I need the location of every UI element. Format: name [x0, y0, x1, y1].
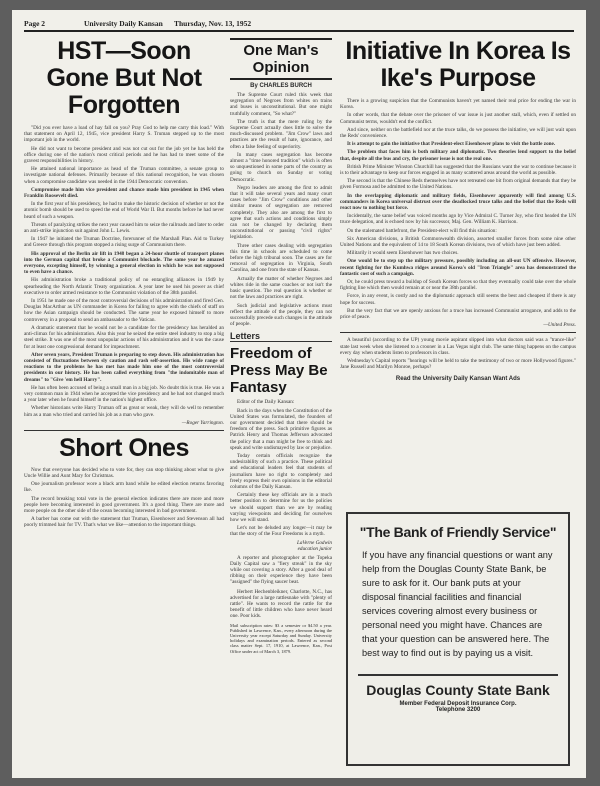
letter-signature: LaVerne Godwin: [296, 539, 332, 546]
hst-paragraph: Whether historians write Harry Truman off as great or weak, they will do well to remember him as a man who tried and carried his job as a man who gave.: [24, 405, 224, 418]
korea-paragraph: Militarily it would seem Eisenhower has two choices.: [347, 250, 459, 257]
short-ones-paragraph: One journalism professor wore a black arm band while he edited election returns favoring Ike.: [24, 481, 224, 494]
freedom-paragraph: Editor of the Daily Kansan:: [237, 399, 295, 406]
short-ones-paragraph: Now that everyone has decided who to vote for, they can stop thinking about what to give Uncle Willie and Aunt Mary for Christmas.: [24, 466, 224, 479]
opinion-column: [230, 38, 332, 654]
korea-article: [340, 98, 576, 320]
hst-paragraph: He has often been accused of being a small man in a big job. No doubt this is true. He was a very common man in 1944 when he accepted the vice presidency and he had not changed much a year later when he found himself in the nation's highest office.: [24, 384, 224, 404]
ad-body: If you have any financial questions or want any help from the Douglas County State Bank, be sure to ask for it. Our bank puts at your disposal financial facilities and financial services covering almost every business or personal need you might have. Chances are that your question can be answered here. The best way to find out is by paying us a visit.: [362, 550, 553, 658]
korea-signature: —United Press.: [543, 322, 576, 329]
short-ones-article: [24, 467, 224, 529]
divider: [24, 430, 224, 431]
korea-paragraph: British Prime Minister Winston Churchill has suggested that the Russians want the war to continue because it is to their advantage to keep our forces engaged in as many scattered areas around the world as possible.: [340, 163, 576, 177]
korea-column: [340, 38, 576, 388]
korea-paragraph: It is attempt to gain the initiative that President-elect Eisenhower plans to visit the battle zone.: [347, 141, 556, 148]
hst-article: [24, 125, 224, 418]
hst-paragraph: In 1947 he initiated the Truman Doctrine, forerunner of the Marshall Plan. Aid to Turkey and Greece through this program stopped a rising surge of Communism there.: [24, 236, 224, 249]
bank-advertisement: [346, 512, 570, 766]
korea-paragraph: One would be to step up the military pressure, possibly including an all-out UN offensive. However, recent fighting for the Kumhwa ridges around Korea's old "Iron Triangle" area has demonstrated the fantastic cost of such a campaign.: [340, 258, 576, 277]
saucer-item: [230, 555, 332, 586]
hst-paragraph: Threats of paralyzing strikes the next year caused him to seize the railroads and later to order an anti-strike injunction suit against John L. Lewis.: [24, 221, 225, 235]
korea-paragraph: On the stalemated battlefront, the President-elect will find this situation:: [347, 227, 497, 234]
opinion-header: [230, 38, 332, 80]
hst-signature: —Roger Yarrington.: [181, 419, 224, 426]
hst-paragraph: After seven years, President Truman is preparing to step down. His administration has consisted of fluctuations between sly caution and rash self-assertion. His wide range of reactions to the problems he has met has made him one of the most controversial presidents in our history. He has been called everything from "the indomitable man of dreams" to "Give 'em hell Harry".: [24, 351, 224, 383]
korea-paragraph: In the overlapping diplomatic and military fields, Eisenhower apparently will find among U.S. commanders in Korea universal distrust over the deadlocked truce talks and the belief that the Reds will react now to nothing but force.: [340, 192, 576, 212]
korea-paragraph: The problem that faces him is both military and diplomatic. Two theories lend support to the belief that, despite all the bus and cry, the prisoner issue is not the real one.: [340, 149, 576, 162]
korea-paragraph: In other words, that the debate over the prisoner of war issue is just another stall, which, even if settled on Communist terms, wouldn't end the conflict.: [340, 112, 576, 125]
freedom-paragraph: Back in the days when the Constitution of the United States was formulated, the founders of our government decided that there should be freedom of the press. Such primitive figures as Patrick Henry and Thomas Jefferson advocated the policy that a man might be free to think and speak and write undismayed by law or prejudice.: [230, 407, 332, 451]
hst-paragraph: He attained national importance as head of the Truman committee, a senate group to investigate national defenses. Primarily because of this national recognition, he was chosen when a compromise candidate was needed in the 1944 Democratic convention.: [24, 166, 224, 185]
freedom-headline: Freedom of Press May Be Fantasy: [230, 345, 328, 397]
rattlesnake-paragraph: Herbert Hechenbleikner, Charlotte, N.C., has advertised for a large rattlesnake with "plenty of rattle". He wants to record the rattle for the benefit of little children who have never heard one. Poor kids.: [230, 588, 332, 620]
bank-name: Douglas County State Bank: [358, 674, 558, 698]
hst-paragraph: He did not want to become president and was not cut out for the job yet he has held the office during one of the nation's most critical periods and he has had to meet some of the gravest responsibilities in history.: [24, 145, 224, 165]
opinion-article: [230, 92, 332, 327]
short-ones-paragraph: A barber has come out with the statement that Truman, Eisenhower and Stevenson all had poorly trimmed hair for TV. That's what we like—attention to the important things.: [24, 516, 224, 529]
opinion-byline: By CHARLES BURCH: [250, 83, 312, 89]
page-number: Page 2: [24, 19, 46, 28]
opinion-headline: One Man's Opinion: [243, 42, 319, 76]
hst-paragraph: "Did you ever have a load of hay fall on you? Pray God to help me carry this load." With that statement on April 12, 1945, vice president Harry S. Truman stepped up to the most important job in the world.: [24, 125, 224, 144]
paper-name: University Daily Kansan: [84, 19, 163, 28]
opinion-paragraph: Such judicial and legislative actions must reflect the attitude of the people, they can not successfully precede such changes in the attitude of people.: [230, 302, 332, 328]
korea-paragraph: There is a growing suspicion that the Communists haven't yet named their real price for ending the war in Korea.: [340, 98, 576, 111]
opinion-paragraph: Actually the matter of whether Negroes and whites ride in the same coaches or not isn't the basic question. The real question is whether or not the laws and practices are right.: [230, 275, 332, 301]
hst-headline: HST—Soon Gone But Not Forgotten: [46, 37, 202, 119]
hst-paragraph: In the first year of his presidency, he had to make the historic decision of whether or not the atomic bomb should be used to speed the end of World War II. But months before he had never heard of such a weapon.: [24, 201, 224, 220]
hst-paragraph: A dramatic statement that he would not be a candidate for the presidency has heralded an anti-climax for his administration. Also this year he seized the entire steel industry to stop a big steel strike. It was one of the most unpopular actions of his administration and it was the cause for at least one congressional demand for impeachment.: [24, 324, 224, 350]
saucer-paragraph: A reporter and photographer at the Topeka Daily Capital saw a "fiery streak" in the sky while out covering a story. After a good deal of ribbing on their experience they have been "assigned" the flying saucer beat.: [230, 554, 332, 586]
bank-member-note: Member Federal Deposit Insurance Corp.: [399, 701, 517, 707]
korea-paragraph: Six American divisions, a British Commonwealth division, assorted smaller forces from some nine other United Nations and the equivalent of 14 to 18 South Korean divisions, two of which have just been added.: [340, 235, 576, 249]
opinion-paragraph: The truth is that the mere ruling by the Supreme Court actually does little to solve the much-discussed problem. "Jim Crow" laws and practices are the result of hate, ignorance, and often a false feeling of superiority.: [230, 118, 332, 150]
freedom-letter: [230, 399, 332, 537]
freedom-paragraph: Today certain officials recognize the undesirability of such a practice. These political and educational leaders feel that students of journalism have no right to completely and freely express their own opinions in the editorial columns of the Daily Kansan.: [230, 452, 332, 490]
editorial-column: [24, 38, 224, 531]
korea-paragraph: Or, he could press toward a buildup of South Korean forces so that they eventually could take over the whole fighting line which then would remain at or near the 38th parallel.: [340, 279, 576, 292]
subscription-fine-print: Mail subscription rates: $3 a semester or $4.50 a year. Published in Lawrence, Kan., every afternoon during the University year except Saturday and Sunday. University holidays and examination periods. Entered as second class matter Sept. 17, 1910, at Lawrence, Kan., Post Office under act of March 3, 1879.: [230, 622, 332, 654]
divider: [340, 332, 576, 333]
opinion-paragraph: In many cases segregation has become almost a "time honored tradition" which is often so unquestioned in some parts of the country as going to church on Sunday or voting Democratic.: [230, 151, 332, 183]
korea-headline: Initiative In Korea Is Ike's Purpose: [345, 37, 571, 92]
bank-telephone: Telephone 3200: [435, 707, 481, 713]
freedom-paragraph: Certainly these key officials are in a much better position to determine for us the policies we should support than we are by reading varying viewpoints and deciding for ourselves how we will stand.: [230, 492, 332, 523]
korea-paragraph: Incidentally, the same belief was voiced months ago by Vice Admiral C. Turner Joy, who first headed the UN truce delegation, and is echoed now by his successor, Maj. Gen. William K. Harrison.: [340, 213, 576, 226]
letters-header: Letters: [230, 331, 332, 342]
opinion-paragraph: Negro leaders are among the first to admit that it will take several years and many court cases before "Jim Crow" conditions and other similar means of segregation are removed completely. They also are among the first to agree that such actions and conditions simply can not be changed by declaring them unconstitutional or passing "civil rights" legislation.: [230, 184, 332, 241]
korea-paragraph: And since, neither on the battlefield nor at the truce talks, do we possess the initiative, we will just wait upon the Reds' convenience.: [340, 126, 576, 140]
masthead: [24, 16, 574, 32]
hst-paragraph: In 1951 he made one of the most controversial decisions of his administration and fired Gen. Douglas MacArthur as UN commander in Korea for failing to agree with the chiefs of staff on how the Asian campaign should be conducted. The same year he exposed himself to more controversy in a proposal to send an ambassador to the Vatican.: [24, 298, 224, 323]
newspaper-page: [12, 10, 586, 778]
korea-item-paragraph: Wednesday's Capital reports "hearings will be held to take the testimony of two or more Hollywood figures." Jane Russell and Marilyn Monroe, perhaps?: [340, 357, 576, 371]
korea-paragraph: But the very fact that we are openly anxious for a truce has increased Communist arrogance, and adds to the price of peace.: [340, 307, 576, 321]
opinion-paragraph: Three other cases dealing with segregation this time in schools are scheduled to come before the high tribunal soon. The cases are for removal of segregation in Virginia, South Carolina, and one from the state of Kansas.: [230, 242, 332, 274]
korea-paragraph: Force, in any event, is costly and so the diplomatic approach still seems the best and cheapest if there is any hope for success.: [340, 293, 576, 306]
short-ones-paragraph: The record breaking total vote in the general election indicates there are more and more people here becoming interested in good government. It's a good thing. There are more and more people on the other side of the ocean becoming interested in bad government.: [24, 495, 224, 514]
korea-item-paragraph: A beautiful (according to the UP) young movie aspirant slipped into what doctors said was a "trance-like" state last week when she listened to a crooner in a Las Vegas night club. The same thing happens on the campus every day when students listen to professors in class.: [340, 337, 576, 356]
hst-paragraph: Compromise made him vice president and chance made him president in 1945 when Franklin Roosevelt died.: [24, 186, 224, 200]
ad-title: "The Bank of Friendly Service": [359, 524, 557, 540]
issue-date: Thursday, Nov. 13, 1952: [174, 19, 252, 28]
freedom-paragraph: Let's not be deluded any longer—it may be that the story of the Four Freedoms is a myth.: [230, 525, 332, 538]
korea-paragraph: The second is that the Chinese Reds themselves have not retreated one bit from original demands that they be given Formosa and be admitted to the United Nations.: [340, 178, 576, 191]
hst-paragraph: His administration broke a traditional policy of no entangling alliances in 1949 by spearheading the North Atlantic Treaty organization. A year later he used his power as chief executive to order armed resistance to the Communist violation of the 38th parallel.: [24, 277, 224, 296]
short-ones-headline: Short Ones: [59, 433, 189, 462]
korea-short-items: [340, 337, 576, 370]
letter-signature-note: education junior: [297, 545, 332, 552]
rattlesnake-item: [230, 589, 332, 620]
opinion-paragraph: The Supreme Court ruled this week that segregation of Negroes from whites on trains and buses is unconstitutional. But one might truthfully comment, "So what?": [230, 92, 332, 117]
want-ads-promo: Read the University Daily Kansan Want Ads: [395, 376, 521, 383]
hst-paragraph: His approval of the Berlin air lift in 1948 began a 24-hour shuttle of transport planes into the German capital that broke a Communist blockade. The same year he amazed everyone, excepting himself, by winning a general election in which he was not supposed to even have a chance.: [24, 250, 224, 276]
